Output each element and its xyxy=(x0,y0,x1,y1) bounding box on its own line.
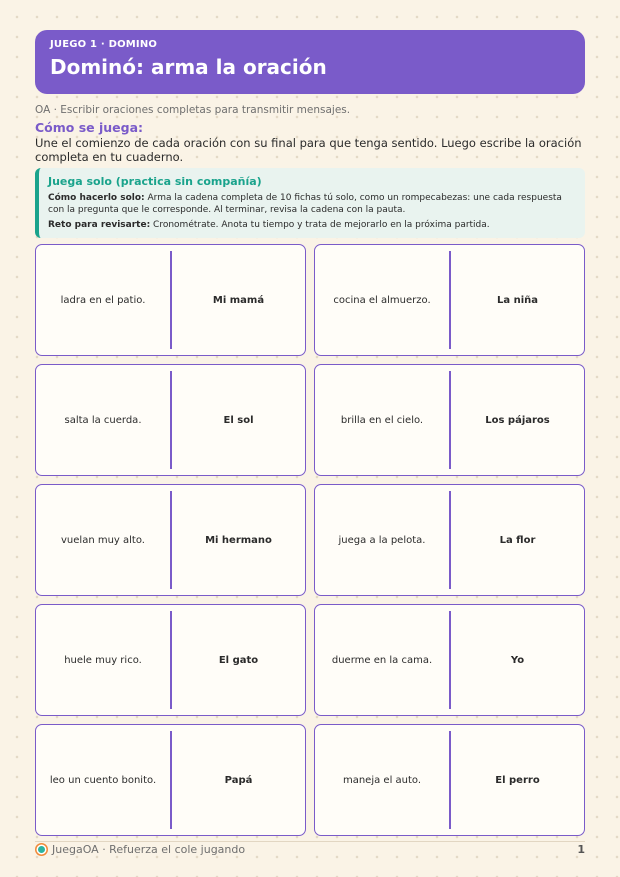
footer-brand: JuegaOA · Refuerza el cole jugando xyxy=(52,843,246,856)
domino-ending: leo un cuento bonito. xyxy=(49,774,157,786)
domino-ending: vuelan muy alto. xyxy=(61,534,145,546)
domino-ending: maneja el auto. xyxy=(342,774,422,786)
domino-ending: cocina el almuerzo. xyxy=(333,294,431,306)
domino-tile[interactable] xyxy=(314,364,585,476)
how-to-play-text: Une el comienzo de cada oración con su final para que tenga sentido. Luego escribe la oración completa en tu cuaderno. xyxy=(35,136,582,164)
domino-tile[interactable] xyxy=(35,724,306,836)
solo-challenge-line xyxy=(48,219,575,231)
game-header xyxy=(35,30,585,94)
learning-objective: OA · Escribir oraciones completas para transmitir mensajes. xyxy=(35,104,351,116)
domino-ending: salta la cuerda. xyxy=(64,414,142,426)
solo-play-title: Juega solo (practica sin compañía) xyxy=(48,175,262,188)
domino-beginning: Mi mamá xyxy=(212,294,265,306)
domino-tile[interactable] xyxy=(35,364,306,476)
domino-tile[interactable] xyxy=(35,244,306,356)
domino-beginning: El sol xyxy=(223,414,254,426)
domino-ending: juega a la pelota. xyxy=(338,534,426,546)
domino-ending: ladra en el patio. xyxy=(60,294,146,306)
domino-beginning: Los pájaros xyxy=(485,414,550,426)
page-title: Dominó: arma la oración xyxy=(50,55,327,79)
domino-ending: huele muy rico. xyxy=(64,654,142,666)
domino-tile[interactable] xyxy=(314,484,585,596)
domino-beginning: El gato xyxy=(218,654,259,666)
domino-beginning: La flor xyxy=(499,534,536,546)
domino-tile[interactable] xyxy=(35,484,306,596)
domino-beginning: El perro xyxy=(495,774,540,786)
footer-divider xyxy=(35,841,585,842)
domino-beginning: La niña xyxy=(496,294,538,306)
solo-challenge-label: Reto para revisarte: xyxy=(48,220,151,230)
domino-beginning: Yo xyxy=(510,654,525,666)
brand-logo-icon xyxy=(35,843,48,856)
page-number: 1 xyxy=(577,843,585,856)
domino-beginning: Papá xyxy=(224,774,253,786)
solo-how-text: Arma la cadena completa de 10 fichas tú solo, como un rompecabezas: une cada respuesta con la pregunta que le corresponde. Al terminar, revisa la cadena con la pauta. xyxy=(48,193,562,215)
domino-ending: brilla en el cielo. xyxy=(340,414,424,426)
domino-beginning: Mi hermano xyxy=(205,534,272,546)
domino-ending: duerme en la cama. xyxy=(331,654,433,666)
domino-tile[interactable] xyxy=(314,604,585,716)
domino-tile[interactable] xyxy=(314,244,585,356)
solo-play-box xyxy=(35,168,585,238)
solo-challenge-text: Cronométrate. Anota tu tiempo y trata de mejorarlo en la próxima partida. xyxy=(150,220,490,230)
domino-tile[interactable] xyxy=(314,724,585,836)
solo-how-label: Cómo hacerlo solo: xyxy=(48,193,145,203)
how-to-play-heading: Cómo se juega: xyxy=(35,120,144,135)
game-kicker: JUEGO 1 · DOMINO xyxy=(50,39,158,50)
solo-how-line xyxy=(48,192,575,216)
domino-tile[interactable] xyxy=(35,604,306,716)
